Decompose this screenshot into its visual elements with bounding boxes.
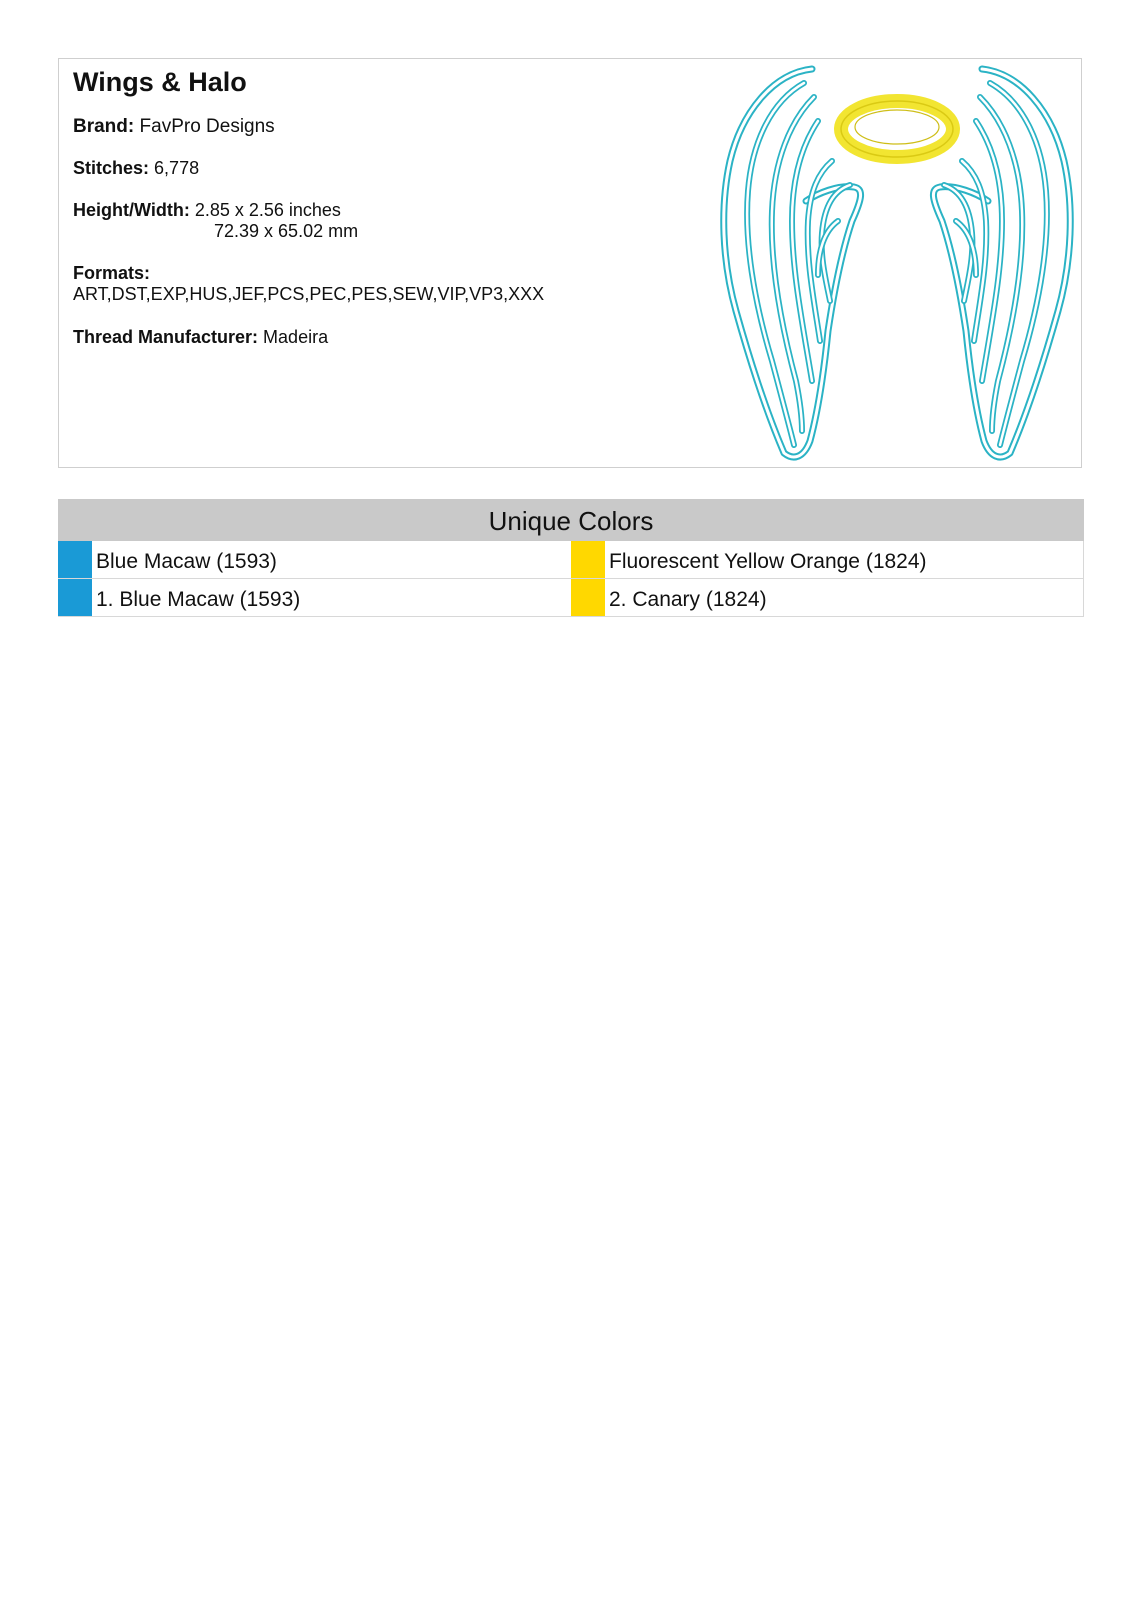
color-name: 2. Canary (1824) bbox=[609, 588, 767, 611]
color-swatch bbox=[58, 541, 92, 578]
color-cell bbox=[58, 541, 571, 578]
color-row bbox=[58, 579, 1084, 617]
thread-manufacturer-field bbox=[73, 327, 328, 348]
height-width-mm: 72.39 x 65.02 mm bbox=[214, 221, 359, 241]
unique-colors-table bbox=[58, 499, 1084, 617]
brand-field bbox=[73, 116, 275, 137]
wings-halo-artwork bbox=[714, 61, 1080, 465]
brand-value: FavPro Designs bbox=[139, 116, 275, 137]
stitches-field bbox=[73, 158, 199, 179]
halo-icon bbox=[841, 101, 953, 157]
design-title: Wings & Halo bbox=[73, 67, 247, 97]
height-width-label: Height/Width: bbox=[73, 200, 190, 220]
color-cell bbox=[571, 579, 1084, 616]
color-cell bbox=[571, 541, 1084, 578]
thread-manufacturer-label: Thread Manufacturer: bbox=[73, 327, 259, 347]
color-swatch bbox=[58, 579, 92, 616]
color-row bbox=[58, 541, 1084, 579]
unique-colors-header: Unique Colors bbox=[58, 499, 1084, 541]
design-details bbox=[73, 59, 713, 347]
design-info-card bbox=[58, 58, 1082, 468]
stitches-value: 6,778 bbox=[154, 158, 200, 178]
thread-manufacturer-value: Madeira bbox=[263, 327, 329, 347]
color-cell bbox=[58, 579, 571, 616]
formats-value: ART,DST,EXP,HUS,JEF,PCS,PEC,PES,SEW,VIP,VP3,XXX bbox=[73, 284, 545, 304]
color-name: 1. Blue Macaw (1593) bbox=[96, 588, 301, 611]
color-swatch bbox=[571, 541, 605, 578]
color-name: Fluorescent Yellow Orange (1824) bbox=[609, 550, 927, 573]
brand-label: Brand: bbox=[73, 116, 135, 137]
color-name: Blue Macaw (1593) bbox=[96, 550, 277, 573]
formats-field bbox=[73, 263, 150, 284]
stitches-label: Stitches: bbox=[73, 158, 150, 178]
color-swatch bbox=[571, 579, 605, 616]
formats-label: Formats: bbox=[73, 263, 151, 283]
height-width-field bbox=[73, 200, 341, 221]
height-width-inches: 2.85 x 2.56 inches bbox=[194, 200, 341, 220]
